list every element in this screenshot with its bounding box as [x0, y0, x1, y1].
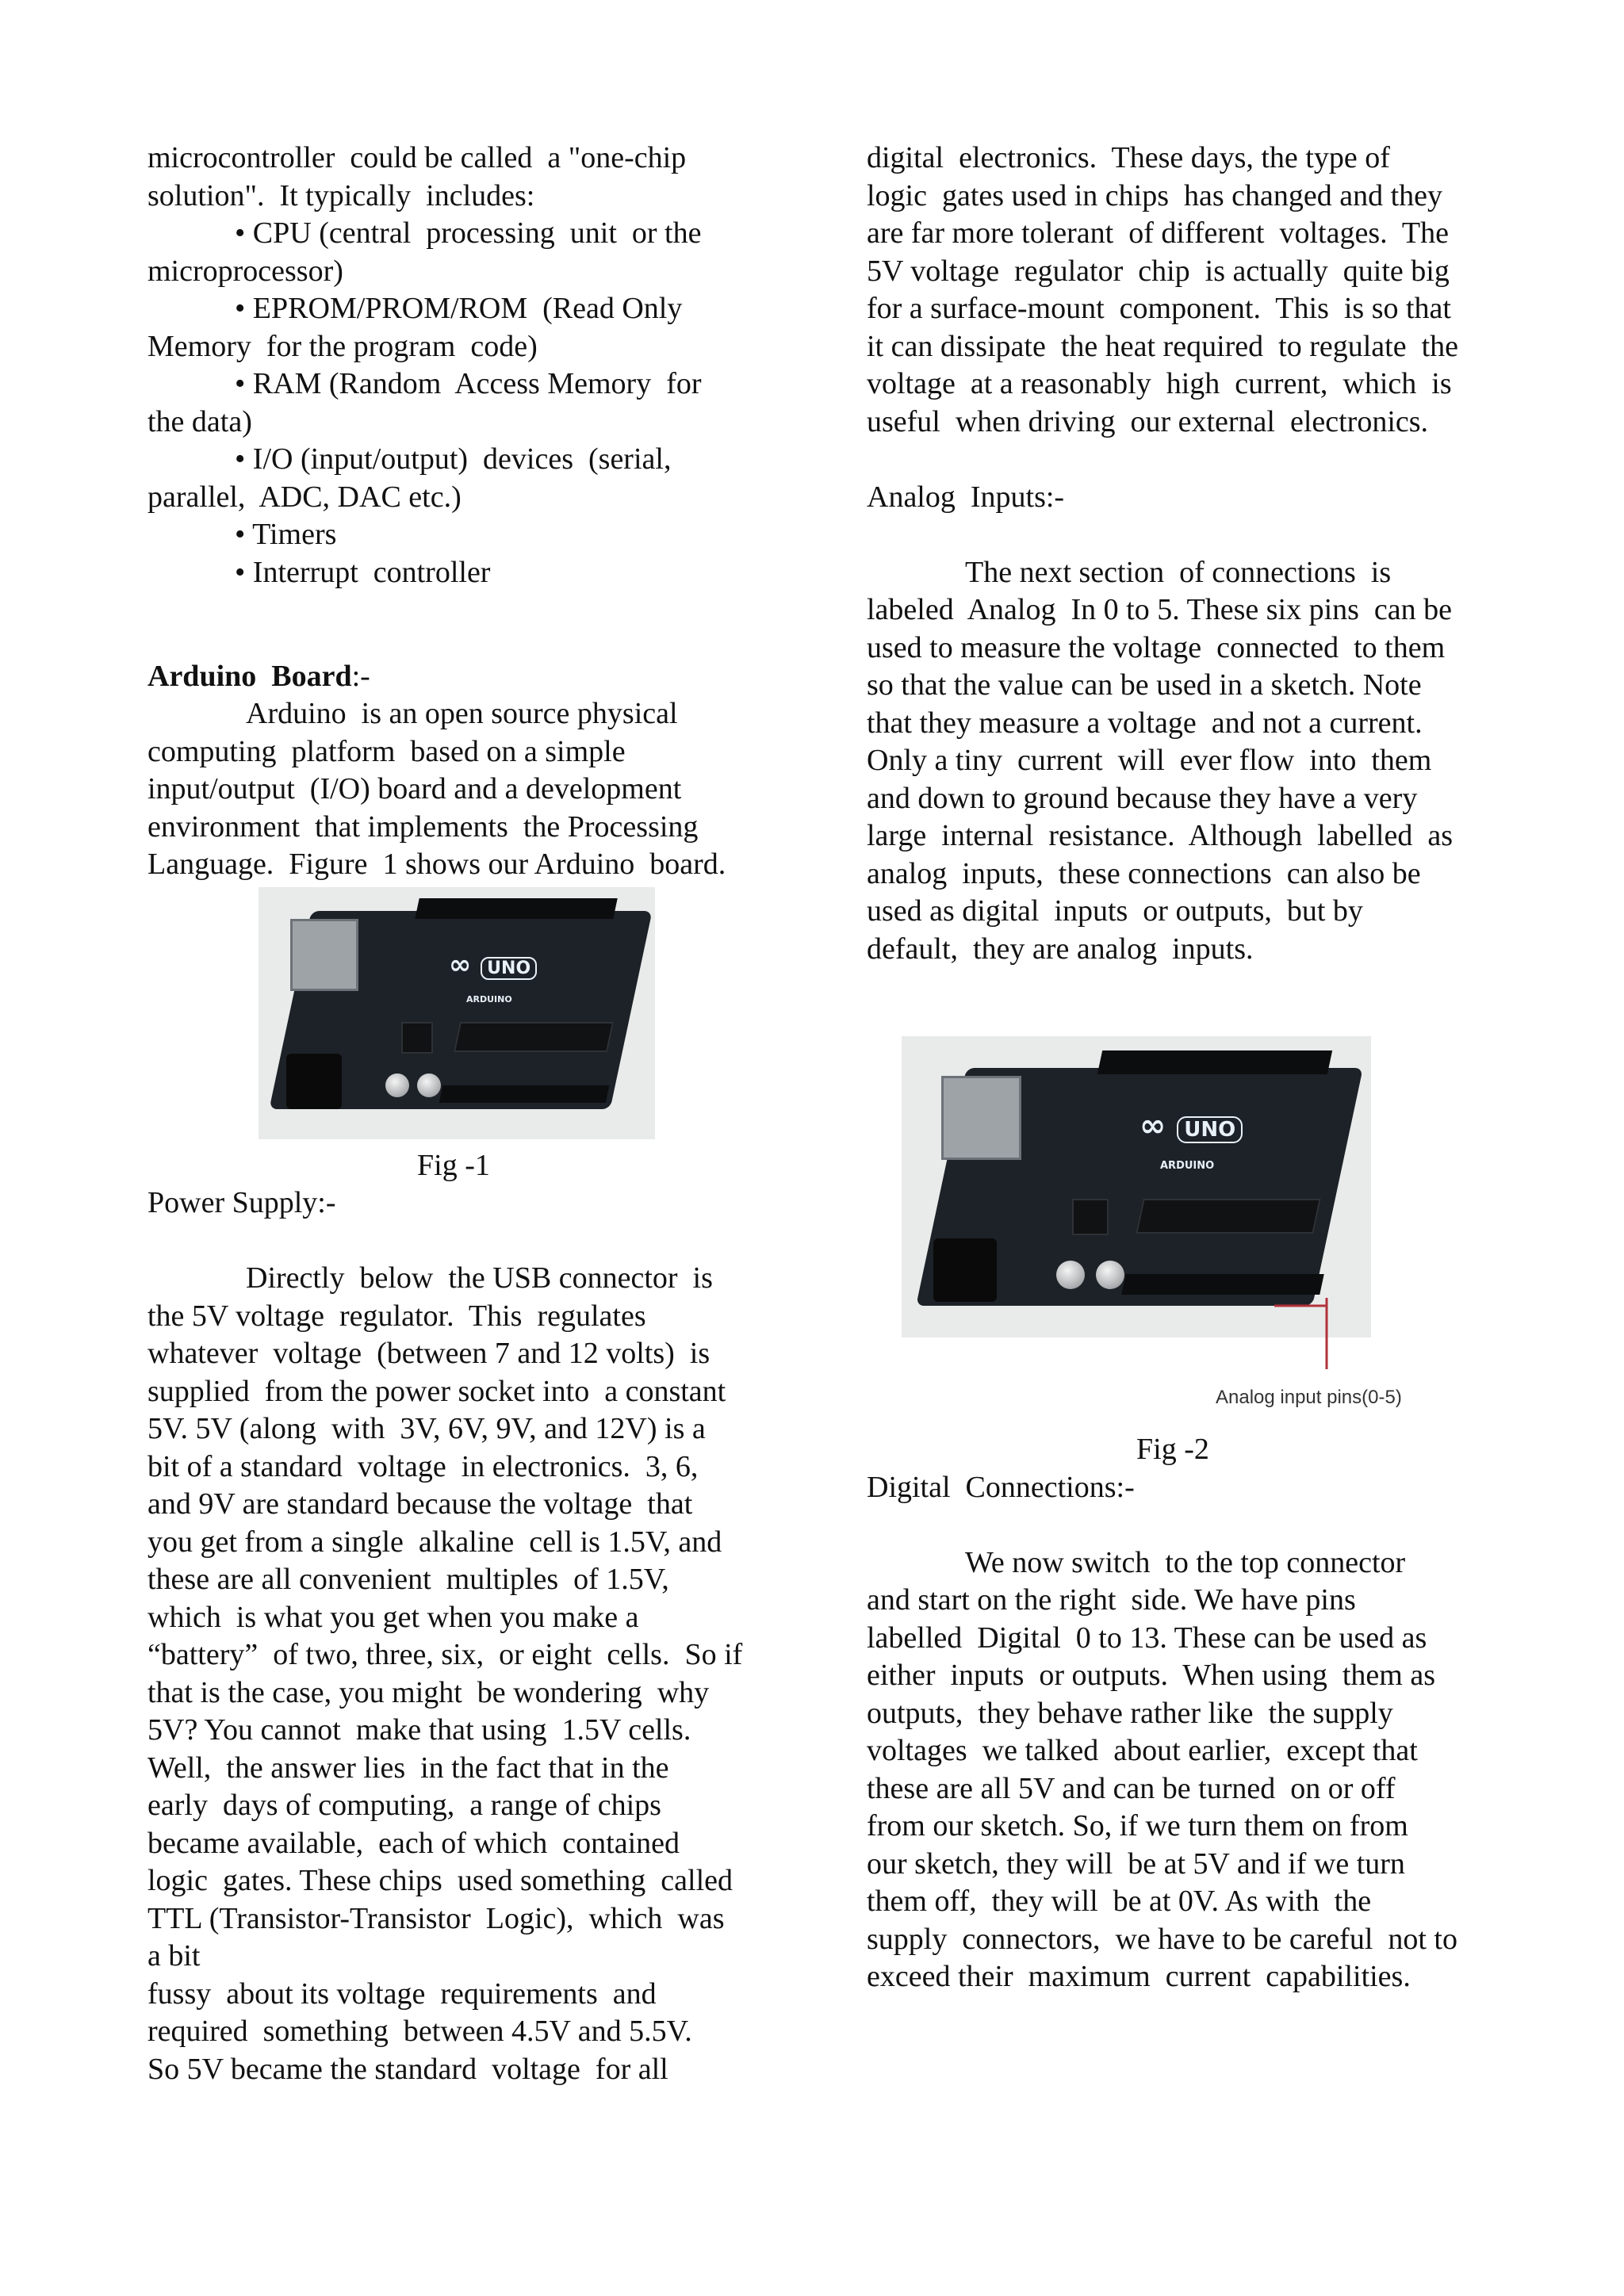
power-paragraph-line: a bit: [147, 1939, 201, 1973]
power-paragraph-line: 5V? You cannot make that using 1.5V cells.: [147, 1713, 691, 1747]
digital-paragraph-line: these are all 5V and can be turned on or off: [867, 1771, 1396, 1805]
digital-paragraph-line: supply connectors, we have to be careful not to: [867, 1922, 1457, 1956]
logo-symbol: ∞: [1139, 1108, 1166, 1144]
digital-paragraph-line: and start on the right side. We have pins: [867, 1583, 1356, 1617]
list-item: • Interrupt controller: [235, 555, 491, 589]
arduino-board-heading: [147, 658, 766, 696]
intro-line: solution". It typically includes:: [147, 178, 535, 212]
arduino-board-image-1: [259, 887, 655, 1139]
power-jack: [933, 1238, 997, 1302]
continuation-line: logic gates used in chips has changed and they: [867, 178, 1443, 212]
power-paragraph-line: bit of a standard voltage in electronics. 3, 6,: [147, 1449, 699, 1483]
left-column: [147, 140, 766, 2088]
list-item: • Timers: [235, 518, 337, 551]
arduino-heading-suffix: :-: [351, 659, 370, 693]
analog-paragraph-line: so that the value can be used in a sketch. Note: [867, 668, 1422, 702]
power-paragraph-line: Well, the answer lies in the fact that in the: [147, 1751, 669, 1785]
power-paragraph-line: Directly below the USB connector is: [246, 1261, 713, 1295]
arduino-heading-text: Arduino Board: [147, 659, 352, 693]
list-item-cont: microprocessor): [147, 254, 343, 288]
arduino-paragraph-line: Language. Figure 1 shows our Arduino board.: [147, 848, 726, 881]
continuation-line: voltage at a reasonably high current, which is: [867, 367, 1452, 400]
list-item-cont: parallel, ADC, DAC etc.): [147, 480, 462, 514]
analog-paragraph-line: used to measure the voltage connected to them: [867, 630, 1446, 664]
power-paragraph-line: fussy about its voltage requirements and: [147, 1976, 657, 2011]
analog-inputs-heading: Analog Inputs:-: [867, 480, 1065, 514]
digital-paragraph-line: our sketch, they will be at 5V and if we turn: [867, 1846, 1405, 1881]
continuation-line: for a surface-mount component. This is so that: [867, 292, 1451, 325]
arduino-board-image-2: [902, 1036, 1371, 1337]
continuation-line: it can dissipate the heat required to regulate the: [867, 329, 1458, 363]
right-column: [867, 140, 1493, 1996]
analog-paragraph-line: large internal resistance. Although labelled as: [867, 819, 1454, 852]
power-paragraph-line: early days of computing, a range of chips: [147, 1789, 661, 1822]
power-paragraph-line: and 9V are standard because the voltage that: [147, 1487, 693, 1521]
continuation-line: useful when driving our external electronics.: [867, 404, 1429, 438]
continuation-line: are far more tolerant of different voltages. The: [867, 216, 1450, 250]
arduino-paragraph-line: Arduino is an open source physical: [246, 697, 678, 730]
figure-2: [902, 1036, 1425, 1433]
fig2-caption: Fig -2: [1136, 1433, 1209, 1466]
power-paragraph-line: supplied from the power socket into a constant: [147, 1374, 726, 1408]
digital-paragraph-line: labelled Digital 0 to 13. These can be used as: [867, 1621, 1427, 1655]
list-item: • CPU (central processing unit or the: [235, 216, 702, 250]
analog-paragraph-line: that they measure a voltage and not a current.: [867, 706, 1423, 740]
digital-paragraph-line: exceed their maximum current capabilities.: [867, 1960, 1411, 1993]
digital-paragraph-line: them off, they will be at 0V. As with the: [867, 1885, 1372, 1918]
power-paragraph-line: So 5V became the standard voltage for all: [147, 2052, 668, 2086]
arduino-logo: [1139, 1108, 1243, 1150]
logo-uno: UNO: [481, 957, 537, 980]
power-paragraph-line: required something between 4.5V and 5.5V.: [147, 2015, 692, 2048]
analog-paragraph-line: default, they are analog inputs.: [867, 932, 1254, 966]
digital-paragraph-line: voltages we talked about earlier, except that: [867, 1734, 1418, 1767]
digital-paragraph-line: We now switch to the top connector: [965, 1545, 1406, 1579]
digital-paragraph-line: outputs, they behave rather like the supply: [867, 1696, 1393, 1730]
usb-connector: [290, 919, 358, 991]
power-supply-heading: Power Supply:-: [147, 1186, 336, 1219]
logo-subtext: ARDUINO: [1160, 1160, 1215, 1172]
list-item: • RAM (Random Access Memory for: [235, 367, 702, 400]
power-paragraph-line: these are all convenient multiples of 1.5V,: [147, 1563, 669, 1596]
continuation-line: 5V voltage regulator chip is actually quite big: [867, 254, 1450, 288]
power-paragraph-line: TTL (Transistor-Transistor Logic), which was: [147, 1901, 725, 1935]
list-item: • I/O (input/output) devices (serial,: [235, 442, 672, 476]
power-jack: [286, 1054, 342, 1109]
logo-subtext: ARDUINO: [466, 993, 512, 1004]
digital-paragraph-line: from our sketch. So, if we turn them on from: [867, 1809, 1408, 1843]
logo-symbol: ∞: [449, 948, 472, 981]
analog-paragraph-line: and down to ground because they have a very: [867, 781, 1418, 815]
digital-connections-heading: Digital Connections:-: [867, 1470, 1135, 1504]
power-paragraph-line: “battery” of two, three, six, or eight cells. So if: [147, 1638, 743, 1671]
power-paragraph-line: which is what you get when you make a: [147, 1600, 639, 1634]
logo-uno: UNO: [1177, 1116, 1243, 1143]
power-paragraph-line: became available, each of which contained: [147, 1826, 680, 1860]
fig1-caption: Fig -1: [417, 1148, 490, 1182]
figure-1: [259, 887, 655, 1139]
list-item-cont: the data): [147, 404, 252, 438]
analog-paragraph-line: used as digital inputs or outputs, but by: [867, 894, 1363, 928]
list-item: • EPROM/PROM/ROM (Read Only: [235, 292, 683, 325]
arduino-paragraph-line: input/output (I/O) board and a development: [147, 772, 682, 806]
arduino-paragraph-line: environment that implements the Processing: [147, 809, 699, 844]
arduino-paragraph-line: computing platform based on a simple: [147, 734, 626, 768]
analog-paragraph-line: labeled Analog In 0 to 5. These six pins can be: [867, 593, 1453, 626]
list-item-cont: Memory for the program code): [147, 329, 538, 363]
power-paragraph-line: that is the case, you might be wondering why: [147, 1675, 710, 1709]
power-paragraph-line: the 5V voltage regulator. This regulates: [147, 1299, 646, 1333]
power-paragraph-line: you get from a single alkaline cell is 1.5V, and: [147, 1525, 722, 1559]
continuation-line: digital electronics. These days, the type of: [867, 141, 1390, 174]
analog-pins-annotation: Analog input pins(0-5): [1216, 1387, 1402, 1408]
power-paragraph-line: whatever voltage (between 7 and 12 volts) is: [147, 1337, 710, 1370]
intro-line: microcontroller could be called a "one-chip: [147, 141, 687, 174]
power-paragraph-line: logic gates. These chips used something called: [147, 1864, 733, 1897]
power-paragraph-line: 5V. 5V (along with 3V, 6V, 9V, and 12V) is a: [147, 1412, 706, 1445]
analog-paragraph-line: analog inputs, these connections can also be: [867, 856, 1421, 890]
digital-paragraph-line: either inputs or outputs. When using them as: [867, 1659, 1435, 1692]
analog-paragraph-line: Only a tiny current will ever flow into them: [867, 744, 1432, 777]
analog-paragraph-line: The next section of connections is: [965, 555, 1392, 589]
usb-connector: [941, 1076, 1021, 1160]
